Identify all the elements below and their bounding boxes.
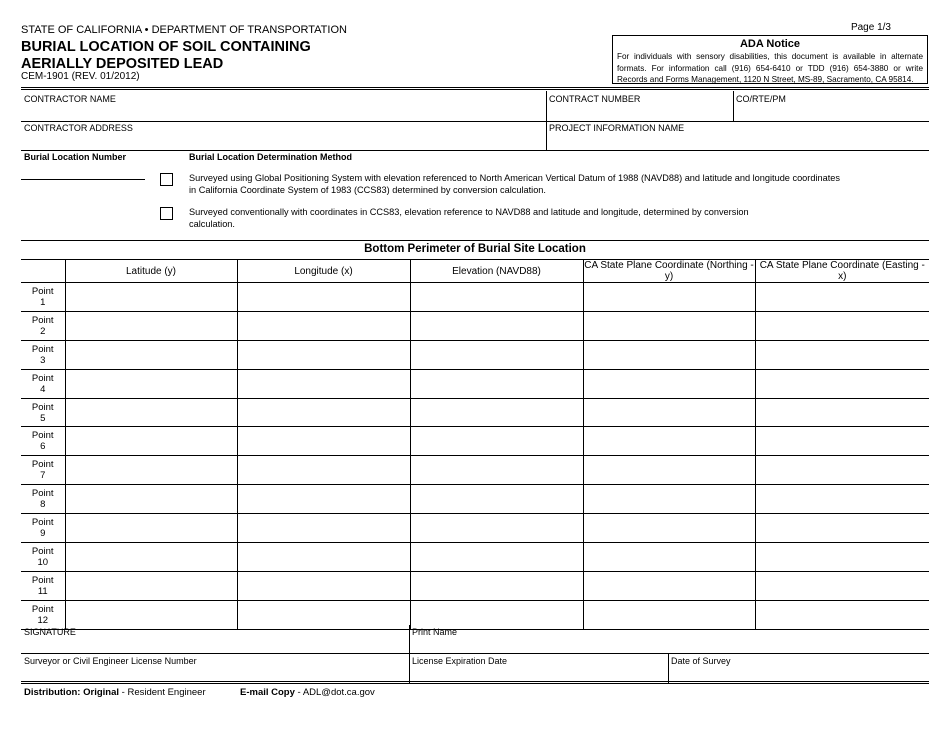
coordinates-table [21,259,929,630]
northing-field[interactable] [583,600,755,629]
table-row [21,543,929,572]
latitude-field[interactable] [65,514,237,543]
signature-label: SIGNATURE [24,627,76,637]
elevation-field[interactable] [410,456,583,485]
easting-field[interactable] [755,311,929,340]
table-header-row [21,260,929,283]
point-label-text: Point [31,603,54,615]
longitude-field[interactable] [237,369,410,398]
northing-field[interactable] [583,369,755,398]
contract-number-label: CONTRACT NUMBER [549,94,641,104]
elevation-field[interactable] [410,571,583,600]
table-row [21,514,929,543]
divider [409,625,410,683]
longitude-field[interactable] [237,543,410,572]
burial-location-number-label: Burial Location Number [24,152,127,162]
project-information-name-label: PROJECT INFORMATION NAME [549,123,685,133]
email-recipient: - ADL@dot.ca.gov [294,687,375,698]
divider [733,91,734,121]
elevation-field[interactable] [410,369,583,398]
northing-field[interactable] [583,283,755,312]
latitude-field[interactable] [65,485,237,514]
point-number: 11 [37,585,48,597]
original-label: Original [83,687,120,698]
northing-field[interactable] [583,514,755,543]
longitude-field[interactable] [237,311,410,340]
table-title: Bottom Perimeter of Burial Site Location [364,243,586,255]
easting-field[interactable] [755,514,929,543]
easting-field[interactable] [755,398,929,427]
point-label-text: Point [31,372,54,384]
point-number: 5 [40,412,46,424]
elevation-field[interactable] [410,340,583,369]
point-label-text: Point [31,343,54,355]
longitude-field[interactable] [237,514,410,543]
divider [21,653,929,654]
date-of-survey-label: Date of Survey [671,656,731,666]
point-number: 7 [40,470,46,482]
longitude-field[interactable] [237,600,410,629]
burial-location-number-field[interactable] [21,179,145,180]
point-label [21,600,65,629]
easting-field[interactable] [755,571,929,600]
northing-field[interactable] [583,311,755,340]
point-label [21,485,65,514]
easting-field[interactable] [755,600,929,629]
page-number: Page 1/3 [850,22,891,33]
original-recipient: - Resident Engineer [119,687,206,698]
ada-notice-body: For individuals with sensory disabilities, this document is available in alternate formats. For information call (916) 654-6410 or TDD (916) 654-3880 or write Records and Forms Management, 1120 N Street, MS-89, Sacramento, CA 95814. [617,52,923,84]
latitude-field[interactable] [65,369,237,398]
point-label [21,571,65,600]
easting-field[interactable] [755,543,929,572]
point-label [21,543,65,572]
northing-field[interactable] [583,571,755,600]
point-label [21,369,65,398]
elevation-field[interactable] [410,600,583,629]
latitude-field[interactable] [65,340,237,369]
easting-field[interactable] [755,427,929,456]
divider [21,240,929,241]
email-copy-label: E-mail Copy [240,687,295,698]
license-number-label: Surveyor or Civil Engineer License Number [24,656,197,666]
form-title-line2: AERIALLY DEPOSITED LEAD [21,56,224,72]
column-header-easting: CA State Plane Coordinate (Easting - x) [755,260,929,283]
point-label-text: Point [31,545,54,557]
license-expiration-label: License Expiration Date [412,656,508,666]
divider [668,653,669,683]
point-label-text: Point [31,314,54,326]
latitude-field[interactable] [65,283,237,312]
form-title [21,39,361,73]
point-number: 12 [37,614,49,626]
point-number: 2 [40,325,46,337]
print-name-label: Print Name [412,627,458,637]
table-row [21,456,929,485]
easting-field[interactable] [755,369,929,398]
column-header-elevation: Elevation (NAVD88) [410,260,583,283]
column-header-point [21,260,65,283]
distribution-label: Distribution: [24,687,81,698]
easting-field[interactable] [755,456,929,485]
contractor-address-label: CONTRACTOR ADDRESS [24,123,133,133]
point-label-text: Point [31,459,54,471]
distribution-footer [24,687,206,698]
table-row [21,485,929,514]
northing-field[interactable] [583,543,755,572]
point-number: 9 [40,528,46,540]
table-row [21,369,929,398]
elevation-field[interactable] [410,543,583,572]
point-label-text: Point [31,401,54,413]
northing-field[interactable] [583,398,755,427]
conventional-method-text: Surveyed conventionally with coordinates in CCS83, elevation reference to NAVD88 and latitude and longitude, determined by conversion calculation. [189,207,749,229]
northing-field[interactable] [583,485,755,514]
point-label [21,398,65,427]
ada-notice-box [612,35,928,84]
table-row [21,427,929,456]
easting-field[interactable] [755,485,929,514]
contractor-name-label: CONTRACTOR NAME [24,94,116,104]
table-row [21,311,929,340]
point-label [21,283,65,312]
table-row [21,398,929,427]
conventional-method-checkbox[interactable] [160,207,173,220]
latitude-field[interactable] [65,571,237,600]
point-number: 6 [40,441,46,453]
longitude-field[interactable] [237,427,410,456]
point-number: 10 [37,556,49,568]
table-row [21,283,929,312]
divider [21,681,929,684]
elevation-field[interactable] [410,398,583,427]
latitude-field[interactable] [65,600,237,629]
point-label-text: Point [31,430,54,442]
email-footer [240,687,375,698]
divider [21,150,929,151]
point-number: 3 [40,354,46,366]
point-label-text: Point [31,574,54,586]
elevation-field[interactable] [410,427,583,456]
determination-method-label: Burial Location Determination Method [189,152,353,162]
point-label [21,427,65,456]
longitude-field[interactable] [237,571,410,600]
point-number: 1 [40,296,46,308]
longitude-field[interactable] [237,340,410,369]
point-label [21,514,65,543]
column-header-latitude: Latitude (y) [65,260,237,283]
gps-method-text: Surveyed using Global Positioning System with elevation referenced to North American Vertical Datum of 1988 (NAVD88) and latitude and longitude coordinates in California Coordinate System of 1983 (CCS83) determined by conversion calculation. [189,173,840,195]
point-label [21,340,65,369]
column-header-northing: CA State Plane Coordinate (Northing - y) [584,260,754,282]
latitude-field[interactable] [65,398,237,427]
form-number: CEM-1901 (REV. 01/2012) [21,71,140,82]
point-label [21,456,65,485]
elevation-field[interactable] [410,311,583,340]
column-header-longitude: Longitude (x) [237,260,410,283]
point-label-text: Point [31,285,54,297]
longitude-field[interactable] [237,283,410,312]
divider [21,87,929,90]
latitude-field[interactable] [65,427,237,456]
co-rte-pm-label: CO/RTE/PM [736,94,786,104]
easting-field[interactable] [755,283,929,312]
divider [21,121,929,122]
longitude-field[interactable] [237,485,410,514]
easting-field[interactable] [755,340,929,369]
department-header: STATE OF CALIFORNIA • DEPARTMENT OF TRANSPORTATION [21,24,347,36]
longitude-field[interactable] [237,456,410,485]
elevation-field[interactable] [410,283,583,312]
point-number: 4 [40,383,46,395]
point-label-text: Point [31,517,54,529]
point-number: 8 [40,499,46,511]
table-row [21,600,929,629]
point-label [21,311,65,340]
northing-field[interactable] [583,427,755,456]
table-row [21,340,929,369]
elevation-field[interactable] [410,514,583,543]
longitude-field[interactable] [237,398,410,427]
latitude-field[interactable] [65,311,237,340]
table-row [21,571,929,600]
point-label-text: Point [31,488,54,500]
latitude-field[interactable] [65,543,237,572]
latitude-field[interactable] [65,456,237,485]
northing-field[interactable] [583,456,755,485]
form-title-line1: BURIAL LOCATION OF SOIL CONTAINING [21,39,311,55]
elevation-field[interactable] [410,485,583,514]
northing-field[interactable] [583,340,755,369]
gps-method-checkbox[interactable] [160,173,173,186]
ada-notice-title: ADA Notice [739,38,801,50]
